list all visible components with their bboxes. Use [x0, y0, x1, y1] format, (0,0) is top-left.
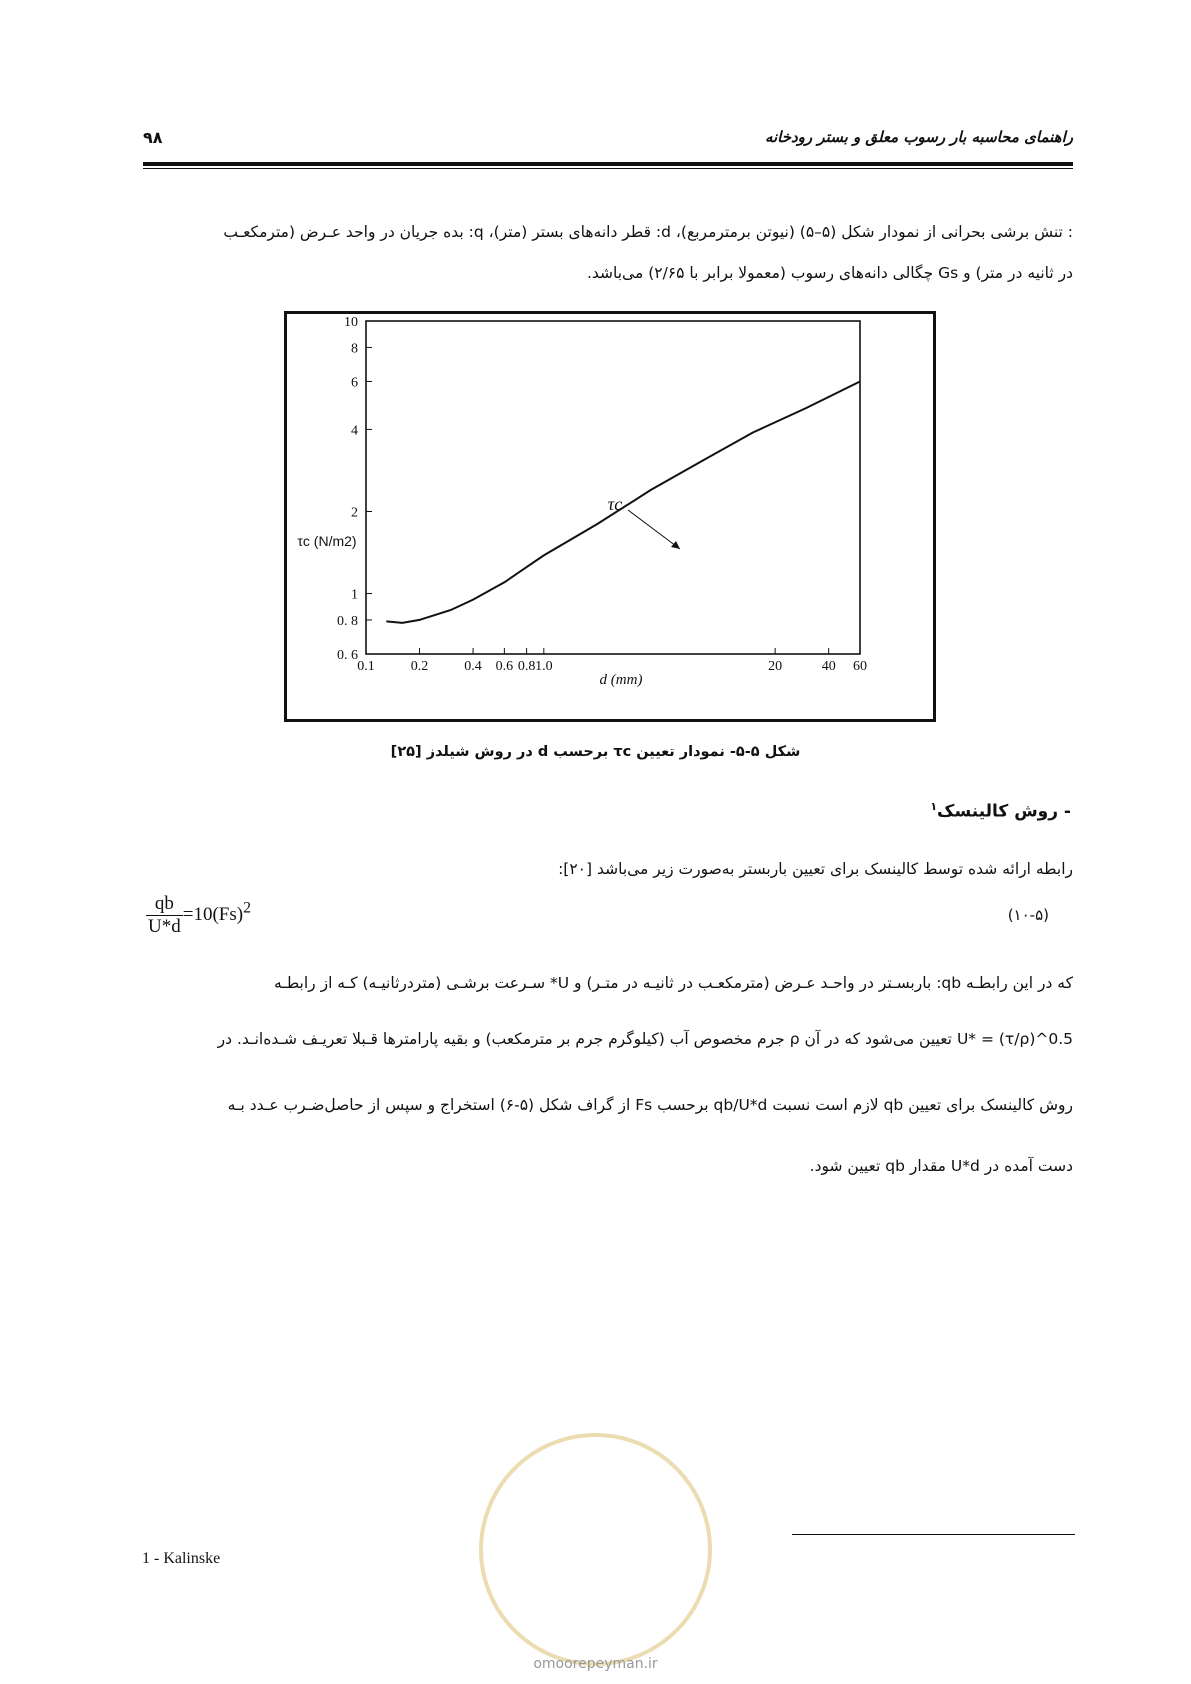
x-tick-label: 0.1 [357, 659, 375, 674]
curve-annotation: τc [607, 494, 623, 514]
equation-number: (۱۰-۵) [1007, 906, 1049, 924]
x-tick-label: 40 [821, 659, 836, 674]
para2-line-1: که در این رابطـه qb: باربسـتر در واحـد عـرض (مترمکعـب در ثانیـه در متـر) و U* سـرعت برشـی (متردرثانیـه) کـه از رابطـه [273, 974, 1073, 992]
publisher-seal-watermark [479, 1433, 712, 1666]
x-tick-label: 0.2 [410, 659, 429, 674]
tau-c-curve [386, 382, 860, 623]
x-tick-label: 0.8 [517, 659, 536, 674]
y-tick-label: 2 [351, 505, 358, 521]
y-tick-label: 6 [351, 375, 358, 391]
y-tick-label: 8 [351, 341, 358, 357]
watermark-site: omoorepeyman.ir [533, 1656, 658, 1672]
y-axis-label: τc (N/m2) [297, 533, 357, 549]
figure-caption: شکل ۵-۵- نمودار تعیین τc برحسب d در روش شیلدز [۲۵] [390, 744, 801, 760]
equation-fraction [146, 893, 183, 938]
x-tick-label: 1.0 [535, 659, 553, 674]
equation-rhs: =10(Fs) [182, 903, 244, 925]
annotation-arrow [628, 510, 680, 549]
y-tick-label: 0. 8 [337, 613, 358, 629]
x-tick-label: 60 [853, 659, 867, 674]
intro-line-1: : تنش برشی بحرانی از نمودار شکل (۵–۵) (نیوتن برمترمربع)، d: قطر دانه‌های بستر (متر)، q: بده جریان در واحد عـرض (مترمکعـب [223, 223, 1073, 241]
chart-svg [287, 314, 933, 719]
para2-line-2: U* = (τ/ρ)^0.5 تعیین می‌شود که در آن ρ جرم مخصوص آب (کیلوگرم جرم بر مترمکعب) و بقیه پارامترها قـبلا تعریـف شـده‌انـد. در [217, 1030, 1073, 1048]
para2-line-4: دست آمده در U*d مقدار qb تعیین شود. [809, 1157, 1073, 1175]
footnote: 1 - Kalinske [142, 1550, 221, 1567]
plot-area [366, 321, 860, 654]
y-tick-label: 10 [344, 315, 358, 330]
x-tick-label: 0.6 [495, 659, 514, 674]
kalinske-equation [146, 893, 251, 938]
running-title: راهنمای محاسبه بار رسوب معلق و بستر رودخانه [764, 128, 1073, 146]
intro-line-2: در ثانیه در متر) و Gs چگالی دانه‌های رسوب (معمولا برابر با ۲/۶۵) می‌باشد. [586, 264, 1073, 282]
para2-line-3: روش کالینسک برای تعیین qb لازم است نسبت qb/U*d برحسب Fs از گراف شکل (۵-۶) استخراج و سپس از حاصل‌ضـرب عـدد بـه [227, 1096, 1073, 1114]
section-title: - روش کالینسک [937, 801, 1071, 822]
equation-denominator: U*d [148, 916, 181, 937]
x-axis-label: d (mm) [599, 672, 643, 688]
kalinske-intro: رابطه ارائه شده توسط کالینسک برای تعیین باربستر به‌صورت زیر می‌باشد [۲۰]: [558, 860, 1073, 878]
footnote-mark: ۱ [930, 800, 938, 813]
y-tick-label: 0. 6 [337, 648, 358, 663]
header-rule-thick [143, 162, 1073, 166]
equation-power: 2 [243, 899, 251, 917]
x-tick-label: 0.4 [464, 659, 482, 674]
footnote-rule [792, 1534, 1075, 1535]
equation-numerator: qb [146, 893, 183, 916]
x-tick-label: 20 [768, 659, 783, 674]
shields-chart [284, 311, 936, 722]
annotation-arrowhead [671, 541, 680, 549]
section-heading [930, 800, 1071, 822]
y-tick-label: 4 [351, 423, 358, 439]
page-number: ۹۸ [143, 128, 163, 147]
y-tick-label: 1 [351, 587, 358, 603]
header-rule-thin [143, 168, 1073, 169]
